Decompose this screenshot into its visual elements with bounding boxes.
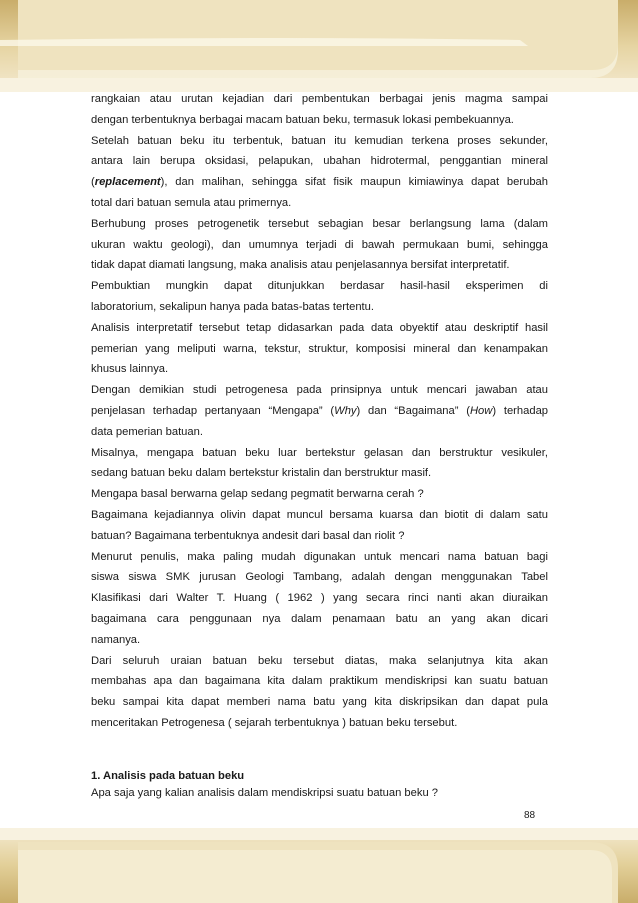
paragraph <box>91 131 548 214</box>
paragraph <box>91 89 548 131</box>
text-line: beku sampai kita dapat memberi nama batu yang kita diskripsikan dan dapat pula <box>91 696 548 709</box>
paragraph <box>91 443 548 485</box>
page-number: 88 <box>524 810 536 821</box>
text-line: Berhubung proses petrogenetik tersebut sebagian besar berlangsung lama (dalam <box>91 217 548 230</box>
emphasized-word: How <box>469 404 493 417</box>
text-line: ukuran waktu geologi), dan umumnya terjadi di bawah permukaan bumi, sehingga <box>91 238 548 251</box>
emphasized-word: Why <box>334 404 357 417</box>
text-line: batuan? Bagaimana terbentuknya andesit dari basal dan riolit ? <box>91 529 405 542</box>
text-line: namanya. <box>91 633 141 646</box>
text-line: laboratorium, sekalipun hanya pada batas-batas tertentu. <box>91 300 374 313</box>
text-line: bagaimana cara penggunaan nya dalam penamaan batu an yang akan dicari <box>91 612 548 625</box>
text-line: Klasifikasi dari Walter T. Huang ( 1962 ) yang secara rinci nanti akan diuraikan <box>91 592 548 605</box>
footer-banner <box>0 828 638 903</box>
text-line: data pemerian batuan. <box>91 425 203 438</box>
paragraph <box>91 547 548 651</box>
text-line: membahas apa dan bagaimana kita dalam praktikum mendiskripsi kan suatu batuan <box>91 675 548 688</box>
section-question: Apa saja yang kalian analisis dalam mendiskripsi suatu batuan beku ? <box>91 787 439 799</box>
text-line: Dengan demikian studi petrogenesa pada prinsipnya untuk mencari jawaban atau <box>91 384 548 397</box>
paragraph <box>91 318 548 380</box>
text-line: antara lain berupa oksidasi, pelapukan, ubahan hidrotermal, penggantian mineral <box>91 155 548 168</box>
text-line: Pembuktian mungkin dapat ditunjukkan berdasar hasil-hasil eksperimen di <box>91 280 548 293</box>
text-line: khusus lainnya. <box>91 363 169 376</box>
text-line: Analisis interpretatif tersebut tetap didasarkan pada data obyektif atau deskriptif hasil <box>91 321 548 334</box>
paragraph <box>91 214 548 276</box>
text-line: total dari batuan semula atau primernya. <box>91 196 292 209</box>
text-line: menceritakan Petrogenesa ( sejarah terbentuknya ) batuan beku tersebut. <box>91 716 458 729</box>
text-line: Bagaimana kejadiannya olivin dapat muncul bersama kuarsa dan biotit di dalam satu <box>91 508 548 521</box>
paragraph <box>91 651 548 734</box>
header-banner <box>0 0 638 92</box>
text-line: rangkaian atau urutan kejadian dari pembentukan berbagai jenis magma sampai <box>91 93 548 105</box>
text-line: Menurut penulis, maka paling mudah digunakan untuk mencari nama batuan bagi <box>91 550 548 563</box>
section-heading: 1. Analisis pada batuan beku <box>91 770 245 782</box>
emphasized-word: replacement <box>94 176 161 189</box>
text-line: dengan terbentuknya berbagai macam batuan beku, termasuk lokasi pembekuannya. <box>91 113 514 126</box>
text-line: tidak dapat diamati langsung, maka analisis atau penjelasannya bersifat interpretatif. <box>91 259 510 272</box>
paragraph <box>91 380 548 442</box>
paragraph <box>91 484 548 505</box>
text-line: Setelah batuan beku itu terbentuk, batuan itu kemudian terkena proses sekunder, <box>91 134 548 147</box>
text-line: pemerian yang meliputi warna, tekstur, struktur, komposisi mineral dan kenampakan <box>91 342 548 355</box>
paragraph <box>91 276 548 318</box>
text-line: sedang batuan beku dalam bertekstur kristalin dan berstruktur masif. <box>91 467 432 480</box>
paragraph <box>91 505 548 547</box>
text-line: penjelasan terhadap pertanyaan “Mengapa” (Why) dan “Bagaimana” (How) terhadap <box>91 404 549 417</box>
body-text <box>91 89 548 734</box>
text-line: (replacement), dan malihan, sehingga sifat fisik maupun kimiawinya dapat berubah <box>91 176 548 189</box>
text-line: Mengapa basal berwarna gelap sedang pegmatit berwarna cerah ? <box>91 488 424 501</box>
text-line: Misalnya, mengapa batuan beku luar bertekstur gelasan dan berstruktur vesikuler, <box>91 446 548 459</box>
text-line: Dari seluruh uraian batuan beku tersebut diatas, maka selanjutnya kita akan <box>91 654 548 667</box>
text-line: siswa siswa SMK jurusan Geologi Tambang, adalah dengan menggunakan Tabel <box>91 571 548 584</box>
